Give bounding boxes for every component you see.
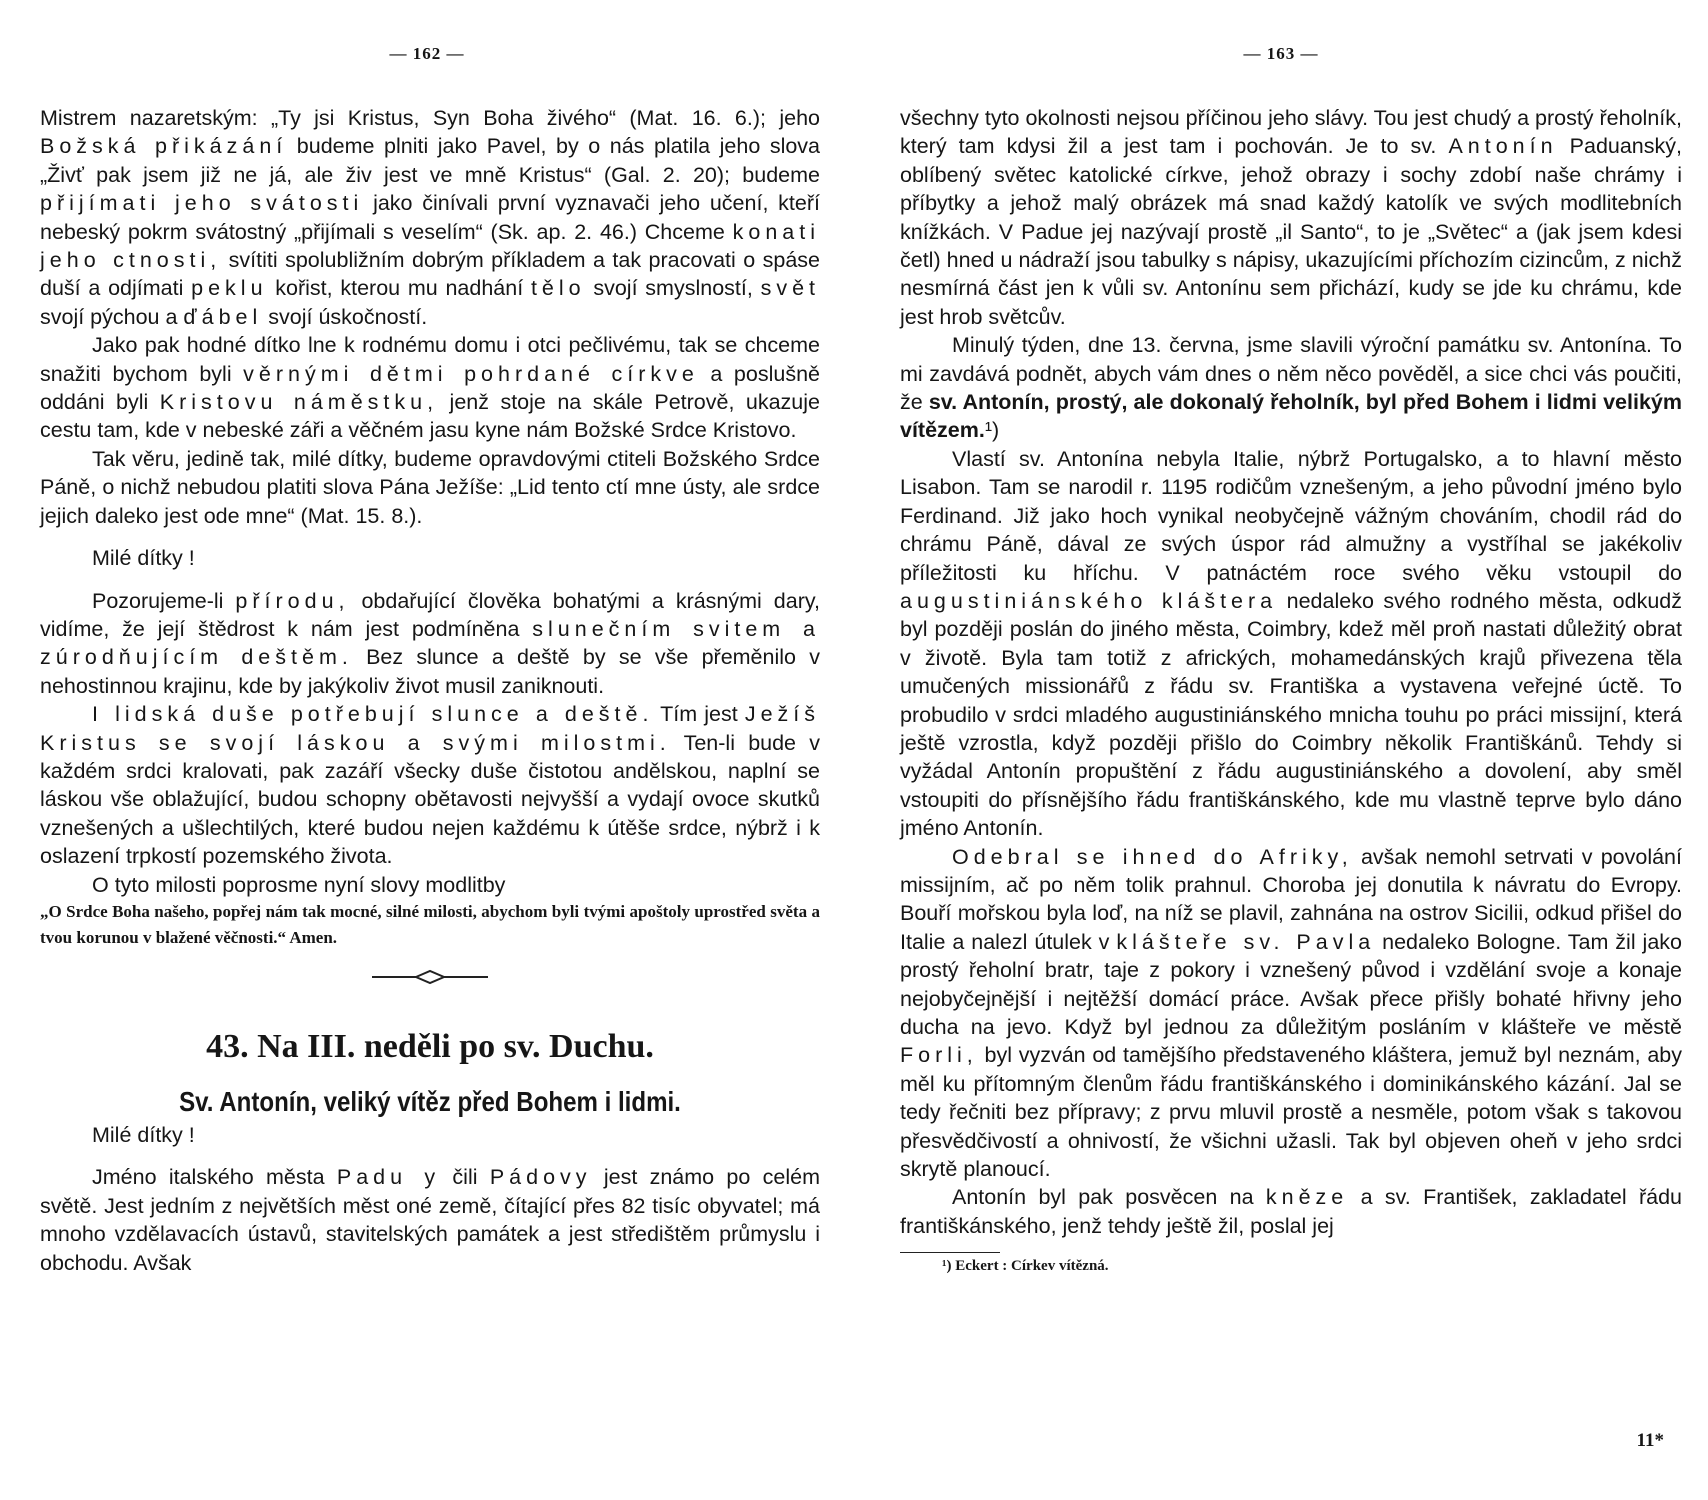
paragraph <box>40 700 820 870</box>
text-run: budeme plniti jako Pavel, by o nás platila jeho slova „Živť pak jsem již ne já, ale živ jest ve mně Kristus“ (Gal. 2. 20); budeme <box>40 134 821 187</box>
spaced-emphasis-text: konati jeho ctnosti, <box>40 219 820 273</box>
bold-emphasis-text: sv. Antonín, prostý, ale dokonalý řeholník, byl před Bohem i lidmi velikým vítězem. <box>900 390 1682 443</box>
spaced-emphasis-text: Odebral se ihned do Afriky, <box>952 844 1353 869</box>
text-run: Pozorujeme-li <box>92 588 236 613</box>
spaced-emphasis-text: I lidská duše potřebují slunce a deště. <box>92 702 654 727</box>
text-run: Milé dítky ! <box>92 546 195 571</box>
text-run: Tak věru, jedině tak, milé dítky, budeme opravdovými ctiteli Božského Srdce Páně, o nichž nebudou platiti slova Pána Ježíše: „Lid tento ctí mne ústy, ale srdce jejich daleko jest ode mne“ (Mat. 15. 8.). <box>40 446 820 528</box>
text-run: Bez slunce a deště by se vše přeměnilo v nehostinnou krajinu, kde by jakýkoliv život musil zaniknouti. <box>40 645 820 698</box>
spaced-emphasis-text: přijímati jeho svátosti <box>40 191 364 216</box>
spaced-emphasis-text: věrnými dětmi pohrdané církve <box>243 361 699 386</box>
text-run: byl vyzván od tamějšího představeného kláštera, jemuž byl neznám, aby měl ku přítomným členům řádu františkánského i dominikánského kázání. Jal se tedy řečniti bez přípravy; z prvu mluvil prostě a nesměle, potom však s takovou přesvědčivostí a ohnivostí, že všichni užasli. Tak byl objeven oheň v jeho srdci skrytě planoucí. <box>900 1043 1682 1182</box>
spaced-emphasis-text: Padu y <box>336 1165 441 1190</box>
spaced-emphasis-text: Antonín <box>1448 134 1558 159</box>
text-run: a poslušně oddáni byli <box>40 361 820 415</box>
paragraph <box>900 843 1682 1184</box>
text-run: svojí pýchou a <box>40 304 184 329</box>
spaced-emphasis-text: Forli, <box>900 1043 978 1068</box>
spaced-emphasis-text: tělo <box>530 276 586 301</box>
text-run: a sv. František, zakladatel řádu františkánského, jenž tehdy ještě žil, poslal jej <box>900 1185 1682 1238</box>
text-run: nedaleko svého rodného města, odkudž byl později poslán do jiného města, Coimbry, kdež měl proň nastati důležitý obrat v životě. Byla tam totiž z afrických, mohamedánských krajů přivezena těla umučených missionářů z řádu sv. Františka a vystavena veřejné úctě. To probudilo v srdci mladého augustiniánského mnicha touhu po práci missijní, která ještě vzrostla, když později přišlo do Coimbry několik Františkánů. Tehdy si vyžádal Antonín propuštění z řádu augustiniánského a dovolení, aby směl vstoupiti do přísnějšího řádu františkánského, kde mu vlastně teprve bylo dáno jméno Antonín. <box>900 588 1683 841</box>
right-page <box>854 0 1708 1500</box>
spaced-emphasis-text: Kristovu náměstku, <box>159 390 439 415</box>
text-run: Tím jest <box>653 702 745 727</box>
spaced-emphasis-text: klášteře sv. Pavla <box>1116 929 1376 954</box>
text-run: Minulý týden, dne 13. června, jsme slavili výroční památku sv. Antonína. To mi zavdává podnět, abych vám dnes o něm něco pověděl, a sice chci vás poučiti, že <box>900 333 1682 415</box>
text-run: Antonín byl pak posvěcen na <box>952 1185 1266 1210</box>
paragraph <box>40 1121 820 1149</box>
text-run: ¹) <box>984 418 1000 443</box>
right-body <box>900 104 1682 1240</box>
paragraph <box>900 104 1682 331</box>
footnote: ¹) Eckert : Církev vítězná. <box>942 1258 1109 1275</box>
text-run: svojí smyslností, <box>585 276 761 301</box>
paragraph <box>900 331 1682 445</box>
text-run: čili <box>440 1165 490 1190</box>
paragraph <box>900 1183 1682 1240</box>
text-run: svojí úskočností. <box>262 304 428 329</box>
spaced-emphasis-text: přírodu, <box>235 588 350 613</box>
text-run: Ten-li bude v každém srdci kralovati, pak zazáří všecky duše čistotou andělskou, naplní se láskou vše oblažující, budou schopny obětavosti nejvyšší a vydají ovoce skutků vznešených a ušlechtilých, které budou nejen každému k útěše srdce, nýbrž i k oslazení trpkostí pozemského života. <box>40 730 820 869</box>
text-run: jenž stoje na skále Petrově, ukazuje cestu tam, kde v nebeské záři a věčném jasu kyne nám Božské Srdce Kristovo. <box>40 390 820 443</box>
text-run: Paduanský, oblíbený světec katolické církve, jehož obrazy i sochy zdobí naše chrámy i příbytky a jehož malý obrázek má snad každý katolík ve svých modlitebních knížkách. V Padue jej nazývají prostě „il Santo“, to je „Světec“ a (jak jsem kdesi četl) hned u nádraží jsou tabulky s nápisy, ukazujícími příchozím cizincům, z nichž nesmírná část jen k vůli sv. Antonínu sem přichází, kudy se jde ku chrámu, kde jest hrob světcův. <box>900 134 1682 329</box>
text-run: všechny tyto okolnosti nejsou příčinou jeho slávy. Tou jest chudý a prostý řeholník, který tam kdysi žil a jest tam i pochován. Je to sv. <box>900 106 1682 159</box>
left-body-upper <box>40 104 820 899</box>
paragraph <box>40 1163 820 1277</box>
right-text-column <box>900 104 1682 1277</box>
text-run: jako činívali první vyznavači jeho učení, kteří nebeský pokrm svátostný „přijímali s veselím“ (Sk. ap. 2. 46.) Chceme <box>40 191 820 244</box>
paragraph <box>900 445 1682 843</box>
paragraph <box>40 104 820 331</box>
chapter-subtitle: Sv. Antonín, veliký vítěz před Bohem i lidmi. <box>179 1085 681 1117</box>
text-run: kořist, kterou mu nadhání <box>267 276 531 301</box>
page-number-left: — 162 — <box>389 44 465 63</box>
spaced-emphasis-text: Božská přikázání <box>40 134 288 159</box>
text-run: O tyto milosti poprosme nyní slovy modlitby <box>92 872 506 897</box>
ornament-divider-icon <box>370 969 490 985</box>
text-run: Mistrem nazaretským: „Ty jsi Kristus, Syn Boha živého“ (Mat. 16. 6.); jeho <box>40 106 820 130</box>
footnote-rule <box>900 1252 1000 1253</box>
spaced-emphasis-text: svět <box>760 276 821 301</box>
text-run: Jméno italského města <box>92 1165 337 1190</box>
text-run: jest známo po celém světě. Jest jedním z největších měst oné země, čítající přes 82 tisíc obyvatel; má mnoho vzdělavacích ústavů, stavitelských památek a jest středištěm průmyslu i obchodu. Avšak <box>40 1165 820 1275</box>
prayer-text: „O Srdce Boha našeho, popřej nám tak mocné, silné milosti, abychom byli tvými apoštoly uprostřed světa a tvou korunou v blažené věčnosti.“ Amen. <box>40 901 820 947</box>
paragraph <box>40 544 820 572</box>
text-run: nedaleko Bologne. Tam žil jako prostý řeholní bratr, taje z pokory i vznešený původ i vzdělání svoje a konaje nejobyčejnější i nejtěžší domácí práce. Avšak přece přišly bohaté hřivny jeho ducha na jevo. Když byl jednou za důležitým posláním v klášteře ve městě <box>900 929 1682 1039</box>
spaced-emphasis-text: kněze <box>1265 1185 1349 1210</box>
paragraph <box>40 587 820 701</box>
left-body-lower <box>40 1121 820 1277</box>
text-run: svítiti spolubližním dobrým příkladem a tak pracovati o spáse duší a odjímati <box>40 248 821 301</box>
paragraph <box>40 331 820 445</box>
spaced-emphasis-text: ďábel <box>183 304 263 329</box>
chapter-title: 43. Na III. neděli po sv. Duchu. <box>206 1027 654 1065</box>
spaced-emphasis-text: augustiniánského kláštera <box>900 588 1278 613</box>
left-text-column <box>40 104 820 1277</box>
spaced-emphasis-text: slunečním svitem a zúrodňujícím deštěm. <box>40 616 820 670</box>
page-number-right: — 163 — <box>1243 44 1319 63</box>
spaced-emphasis-text: Ježíš Kristus se svojí láskou a svými milostmi. <box>40 702 820 755</box>
text-run: obdařující člověka bohatými a krásnými dary, vidíme, že její štědrost k nám jest podmíněna <box>40 588 820 641</box>
text-run: Milé dítky ! <box>92 1122 195 1147</box>
text-run: avšak nemohl setrvati v povolání missijním, ač po něm tolik prahnul. Choroba jej donutila k návratu do Evropy. Bouří mořskou byla loď, na níž se plavil, zahnána na ostrov Sicilii, odkud přišel do Italie a nalezl útulek v <box>900 844 1682 954</box>
signature-mark: 11* <box>1636 1430 1664 1451</box>
spaced-emphasis-text: peklu <box>191 276 268 301</box>
spaced-emphasis-text: Pádovy <box>489 1165 592 1190</box>
paragraph <box>40 871 820 899</box>
paragraph <box>40 445 820 530</box>
text-run: Vlastí sv. Antonína nebyla Italie, nýbrž Portugalsko, a to hlavní město Lisabon. Tam se narodil r. 1195 rodičům vznešeným, a jeho původní jméno bylo Ferdinand. Již jako hoch vynikal neobyčejně vážným chováním, chodil rád do chrámu Páně, dával ze svých úspor rád almužny a vystříhal se jakékoliv příležitosti ku hříchu. V patnáctém roce svého věku vstoupil do <box>900 446 1682 585</box>
text-run: Jako pak hodné dítko lne k rodnému domu i otci pečlivému, tak se chceme snažiti bychom byli <box>40 333 820 386</box>
